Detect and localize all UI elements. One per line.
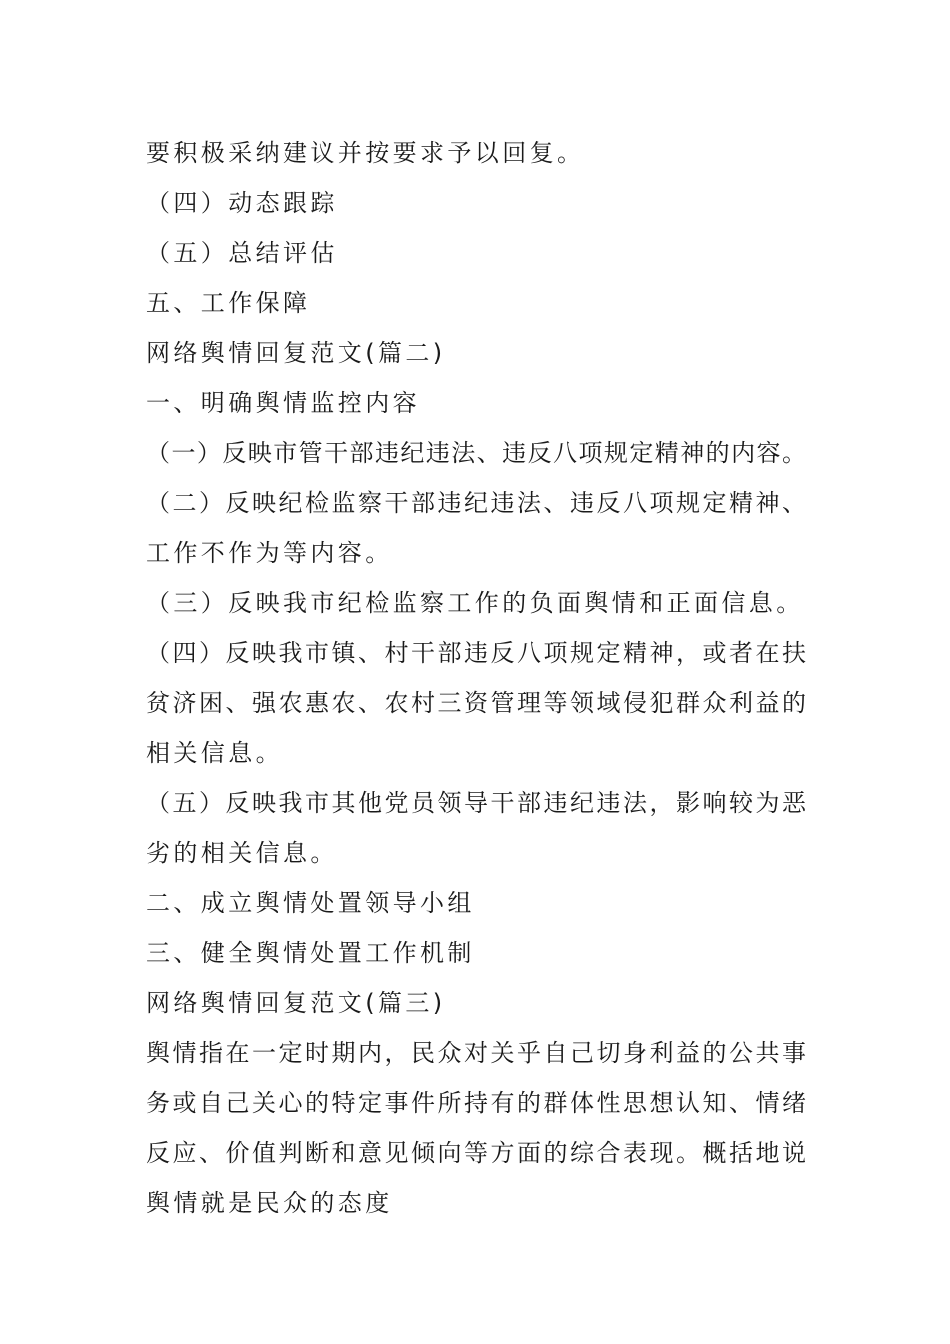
section-heading: 三、健全舆情处置工作机制	[146, 939, 475, 967]
section-heading: 五、工作保障	[146, 289, 311, 317]
text-line: 舆情就是民众的态度	[146, 1189, 393, 1217]
text-line: 劣的相关信息。	[146, 839, 338, 867]
document-body	[146, 128, 806, 1228]
text-line: （四）反映我市镇、村干部违反八项规定精神，或者在扶	[146, 639, 806, 667]
section-heading: （五）总结评估	[146, 239, 338, 267]
article-title: 网络舆情回复范文(篇三)	[146, 989, 446, 1017]
section-heading: 二、成立舆情处置领导小组	[146, 889, 475, 917]
text-line: 要积极采纳建议并按要求予以回复。	[146, 139, 585, 167]
text-line: 工作不作为等内容。	[146, 539, 393, 567]
text-line: （五）反映我市其他党员领导干部违纪违法，影响较为恶	[146, 789, 806, 817]
text-line: （二）反映纪检监察干部违纪违法、违反八项规定精神、	[146, 489, 806, 517]
section-heading: 一、明确舆情监控内容	[146, 389, 420, 417]
text-line: （一）反映市管干部违纪违法、违反八项规定精神的内容。	[146, 439, 806, 467]
text-line: 相关信息。	[146, 739, 283, 767]
text-line: 务或自己关心的特定事件所持有的群体性思想认知、情绪	[146, 1089, 806, 1117]
text-line: 贫济困、强农惠农、农村三资管理等领域侵犯群众利益的	[146, 689, 806, 717]
article-title: 网络舆情回复范文(篇二)	[146, 339, 446, 367]
text-line: 舆情指在一定时期内，民众对关乎自己切身利益的公共事	[146, 1039, 806, 1067]
text-line: （三）反映我市纪检监察工作的负面舆情和正面信息。	[146, 589, 804, 617]
text-line: 反应、价值判断和意见倾向等方面的综合表现。概括地说	[146, 1139, 806, 1167]
section-heading: （四）动态跟踪	[146, 189, 338, 217]
